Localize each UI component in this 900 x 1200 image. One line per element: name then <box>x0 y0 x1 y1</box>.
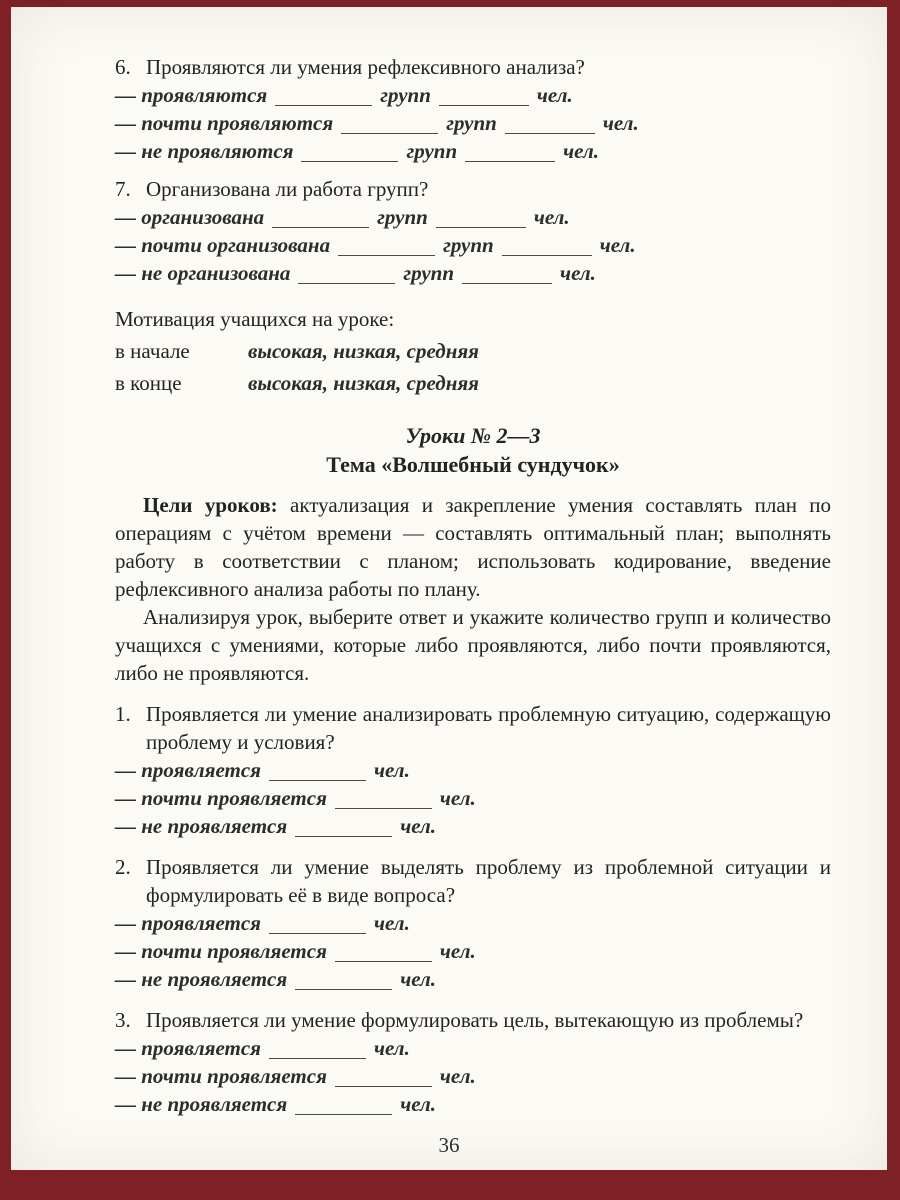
unit-label: чел. <box>439 1064 476 1088</box>
fill-label: — не проявляется <box>115 814 288 838</box>
question-block-7 <box>115 175 831 287</box>
unit-label: чел. <box>599 233 636 257</box>
question-text: Проявляется ли умение формулировать цель, вытекающую из проблемы? <box>146 1008 804 1032</box>
unit-label: чел. <box>400 814 437 838</box>
blank-field <box>341 133 438 134</box>
fill-label: — проявляются <box>115 83 268 107</box>
fill-label: — почти проявляется <box>115 786 327 810</box>
paragraph <box>115 491 831 603</box>
fill-label: — не проявляются <box>115 139 294 163</box>
blank-field <box>439 105 529 106</box>
question-title <box>115 1006 831 1034</box>
blank-field <box>462 283 552 284</box>
blank-field <box>335 961 432 962</box>
fill-label: — проявляется <box>115 1036 261 1060</box>
blank-field <box>272 227 369 228</box>
blank-field <box>295 989 392 990</box>
paragraph-lead: Цели уроков: <box>143 493 278 517</box>
fill-line <box>115 81 831 109</box>
blank-field <box>502 255 592 256</box>
motivation-when: в конце <box>115 371 182 395</box>
unit-label: чел. <box>536 83 573 107</box>
unit-label: чел. <box>563 139 599 163</box>
page-content <box>11 7 887 1118</box>
page-number: 36 <box>438 1133 460 1157</box>
fill-line <box>115 109 831 137</box>
unit-label: групп <box>406 139 458 163</box>
fill-line <box>115 231 831 259</box>
unit-label: групп <box>377 205 428 229</box>
blank-field <box>465 161 555 162</box>
question-title <box>115 53 831 81</box>
blank-field <box>275 105 372 106</box>
fill-line <box>115 203 831 231</box>
fill-line <box>115 1090 831 1118</box>
question-block-3 <box>115 1006 831 1118</box>
fill-label: — почти проявляется <box>115 1064 327 1088</box>
fill-line <box>115 784 831 812</box>
theme-heading: Тема «Волшебный сундучок» <box>326 452 620 477</box>
question-title <box>115 853 831 909</box>
question-number: 6. <box>115 55 131 79</box>
lessons-heading: Уроки № 2—3 <box>405 423 541 448</box>
question-title <box>115 700 831 756</box>
unit-label: чел. <box>533 205 570 229</box>
fill-line <box>115 137 831 165</box>
question-number: 7. <box>115 177 131 201</box>
unit-label: групп <box>443 233 494 257</box>
motivation-block <box>115 305 831 397</box>
question-text: Проявляется ли умение выделять проблему из проблемной ситуации и формулировать её в виде вопроса? <box>146 855 831 907</box>
fill-line <box>115 909 831 937</box>
blank-field <box>295 836 392 837</box>
unit-label: чел. <box>439 786 476 810</box>
blank-field <box>338 255 435 256</box>
blank-field <box>436 227 526 228</box>
fill-line <box>115 1034 831 1062</box>
intro-paragraphs <box>115 491 831 687</box>
motivation-title: Мотивация учащихся на уроке: <box>115 307 395 331</box>
paragraph-text: актуализация и закрепление умения составлять план по операциям с учётом времени — составлять оптимальный план; выполнять работу в соответствии с планом; использовать кодирование, введение рефлексивного анализа работы по плану. <box>115 493 832 601</box>
blank-field <box>335 1086 432 1087</box>
fill-line <box>115 1062 831 1090</box>
question-number: 3. <box>115 1008 131 1032</box>
scanned-page <box>11 7 887 1170</box>
fill-label: — проявляется <box>115 911 261 935</box>
fill-label: — почти проявляется <box>115 939 327 963</box>
question-number: 1. <box>115 702 131 726</box>
blank-field <box>295 1114 392 1115</box>
question-text: Проявляется ли умение анализировать проблемную ситуацию, содержащую проблему и условия? <box>146 702 831 754</box>
motivation-when: в начале <box>115 339 190 363</box>
question-number: 2. <box>115 855 131 879</box>
fill-line <box>115 965 831 993</box>
unit-label: групп <box>446 111 497 135</box>
fill-label: — почти организована <box>115 233 331 257</box>
unit-label: чел. <box>439 939 476 963</box>
fill-label: — не организована <box>115 261 291 285</box>
fill-line <box>115 937 831 965</box>
blank-field <box>269 933 366 934</box>
paragraph <box>115 603 831 687</box>
section-headings <box>115 421 831 479</box>
unit-label: чел. <box>400 967 437 991</box>
motivation-row <box>115 337 831 365</box>
unit-label: чел. <box>400 1092 437 1116</box>
fill-line <box>115 259 831 287</box>
paragraph-text: Анализируя урок, выберите ответ и укажите количество групп и количество учащихся с умениями, которые либо проявляются, либо почти проявляются, либо не проявляются. <box>115 605 831 685</box>
fill-label: — не проявляется <box>115 967 288 991</box>
question-block-2 <box>115 853 831 993</box>
unit-label: чел. <box>373 911 410 935</box>
motivation-row <box>115 369 831 397</box>
fill-label: — проявляется <box>115 758 261 782</box>
unit-label: чел. <box>602 111 639 135</box>
question-text: Проявляются ли умения рефлексивного анализа? <box>146 55 585 79</box>
unit-label: групп <box>403 261 455 285</box>
question-block-6 <box>115 53 831 165</box>
question-text: Организована ли работа групп? <box>146 177 429 201</box>
unit-label: чел. <box>373 1036 410 1060</box>
blank-field <box>269 1058 366 1059</box>
fill-line <box>115 756 831 784</box>
blank-field <box>335 808 432 809</box>
unit-label: групп <box>380 83 431 107</box>
unit-label: чел. <box>373 758 410 782</box>
fill-label: — организована <box>115 205 265 229</box>
question-title <box>115 175 831 203</box>
fill-label: — почти проявляются <box>115 111 334 135</box>
fill-label: — не проявляется <box>115 1092 288 1116</box>
blank-field <box>269 780 366 781</box>
unit-label: чел. <box>560 261 596 285</box>
blank-field <box>298 283 395 284</box>
motivation-options: высокая, низкая, средняя <box>248 371 479 395</box>
question-block-1 <box>115 700 831 840</box>
fill-line <box>115 812 831 840</box>
blank-field <box>505 133 595 134</box>
motivation-options: высокая, низкая, средняя <box>248 339 479 363</box>
blank-field <box>301 161 398 162</box>
